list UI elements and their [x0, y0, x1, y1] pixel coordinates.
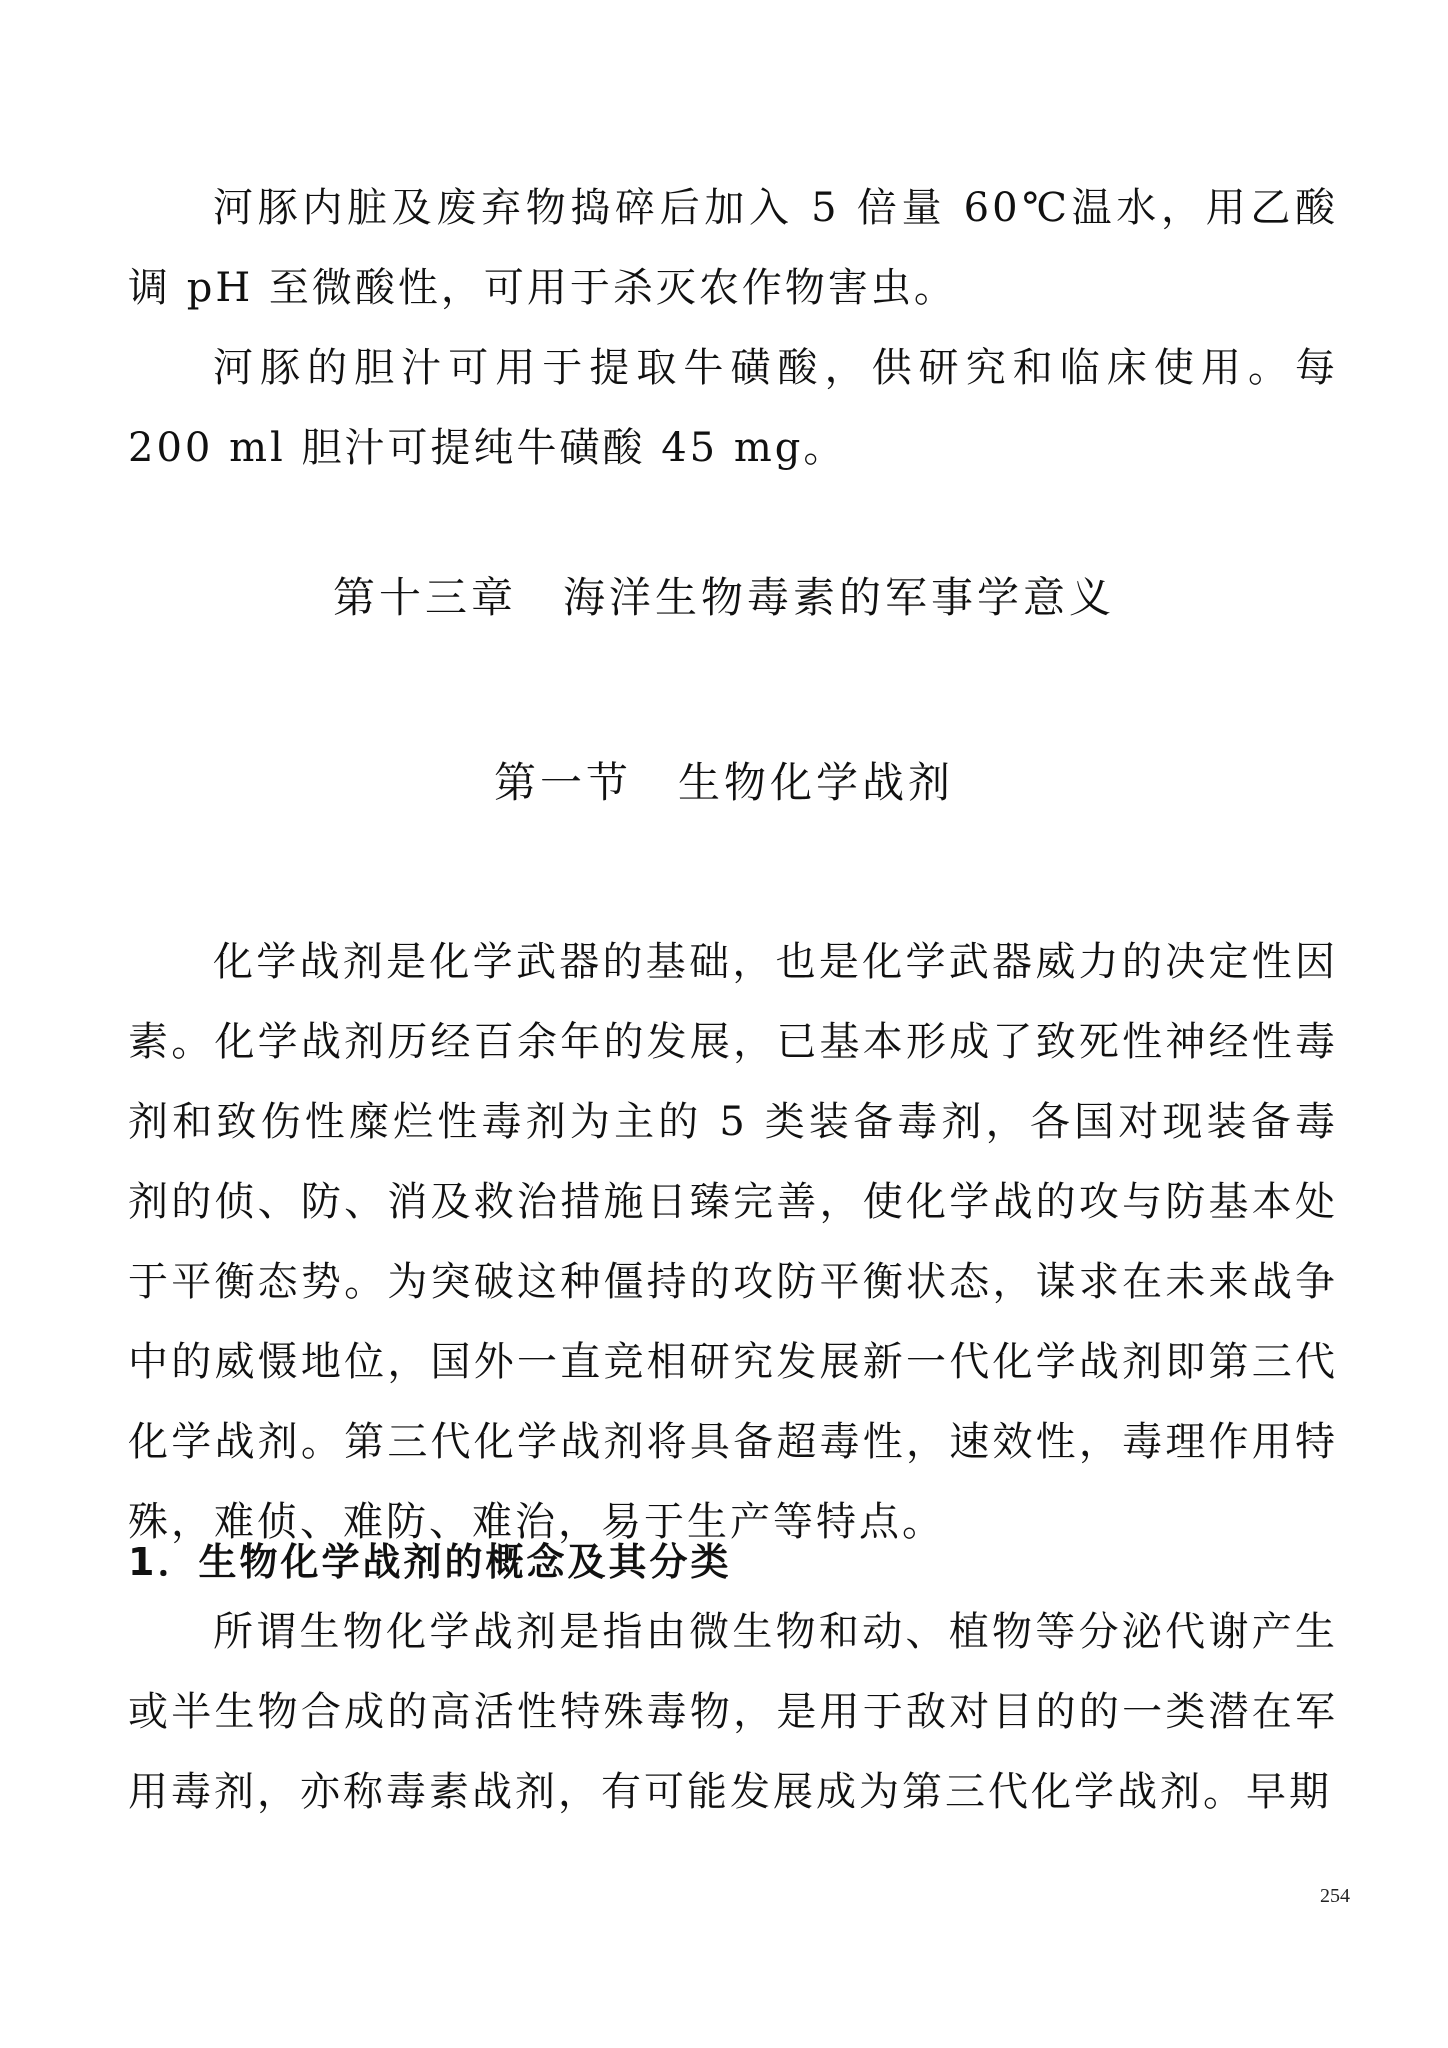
paragraph-biochemical-definition: 所谓生物化学战剂是指由微生物和动、植物等分泌代谢产生或半生物合成的高活性特殊毒物，是用于敌对目的的一类潜在军用毒剂，亦称毒素战剂，有可能发展成为第三代化学战剂。早期 [128, 1609, 1338, 1815]
section-title: 第一节 生物化学战剂 [493, 758, 954, 807]
chapter-title: 第十三章 海洋生物毒素的军事学意义 [332, 573, 1115, 622]
subheading-concept-classification: 1．生物化学战剂的概念及其分类 [128, 1540, 732, 1584]
paragraph-pufferfish-viscera: 河豚内脏及废弃物捣碎后加入 5 倍量 60℃温水，用乙酸调 pH 至微酸性，可用于杀灭农作物害虫。 [128, 185, 1338, 311]
paragraph-chemical-agents: 化学战剂是化学武器的基础，也是化学武器威力的决定性因素。化学战剂历经百余年的发展，已基本形成了致死性神经性毒剂和致伤性糜烂性毒剂为主的 5 类装备毒剂，各国对现装备毒剂的侦、防、消及救治措施日臻完善，使化学战的攻与防基本处于平衡态势。为突破这种僵持的攻防平衡状态，谋求在未来战争中的威慑地位，国外一直竞相研究发展新一代化学战剂即第三代化学战剂。第三代化学战剂将具备超毒性，速效性，毒理作用特殊，难侦、难防、难治，易于生产等特点。 [128, 939, 1338, 1545]
page-number: 254 [1320, 1885, 1350, 1907]
paragraph-pufferfish-bile: 河豚的胆汁可用于提取牛磺酸，供研究和临床使用。每 200 ml 胆汁可提纯牛磺酸 45 mg。 [128, 345, 1338, 471]
